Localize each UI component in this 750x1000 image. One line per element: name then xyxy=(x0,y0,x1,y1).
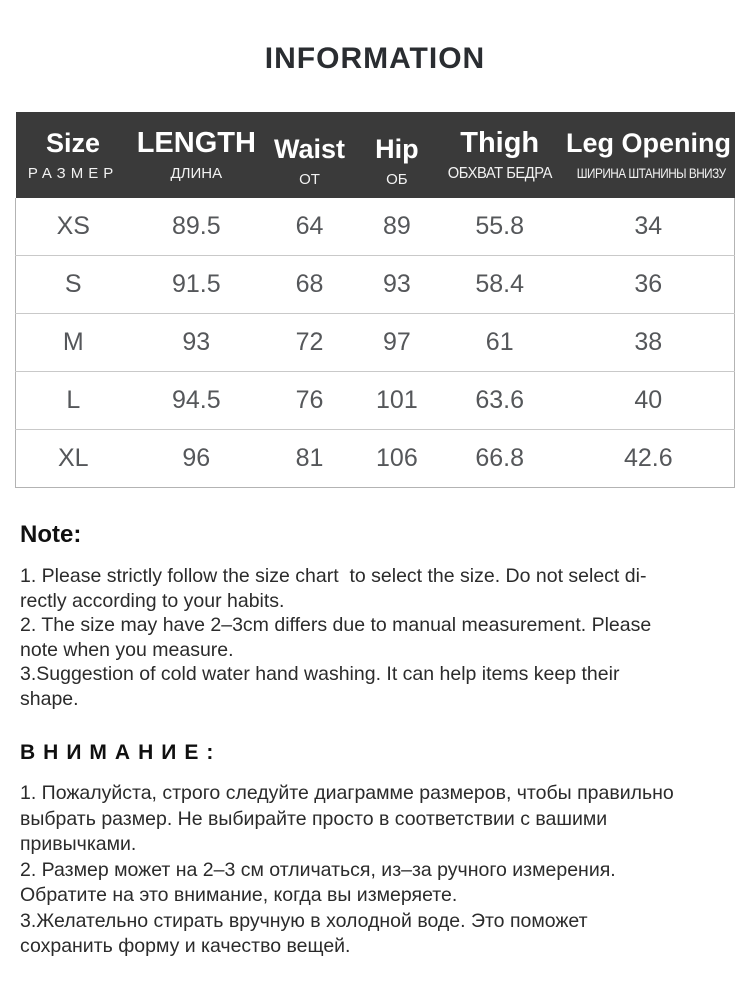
table-row-s xyxy=(16,256,735,314)
cell-leg-opening: 34 xyxy=(563,198,735,256)
attention-heading: ВНИМАНИЕ: xyxy=(20,741,222,764)
page-title: INFORMATION xyxy=(264,42,486,75)
attention-line: 1. Пожалуйста, строго следуйте диаграмме размеров, чтобы правильно xyxy=(20,782,674,804)
column-label-en: Leg Opening xyxy=(566,128,732,158)
column-label-ru: РАЗМЕР xyxy=(27,165,119,182)
note-line: 2. The size may have 2–3cm differs due to manual measurement. Please xyxy=(20,614,652,636)
cell-thigh: 66.8 xyxy=(437,430,563,488)
column-header-thigh xyxy=(437,112,563,198)
cell-waist: 76 xyxy=(262,372,357,430)
attention-line: сохранить форму и качество вещей. xyxy=(20,935,351,957)
size-chart-header xyxy=(16,112,735,198)
cell-leg-opening: 40 xyxy=(563,372,735,430)
cell-hip: 97 xyxy=(357,314,437,372)
column-header-size xyxy=(16,112,131,198)
cell-size: M xyxy=(16,314,131,372)
note-line: rectly according to your habits. xyxy=(20,589,285,612)
note-line: note when you measure. xyxy=(20,638,234,661)
cell-size: XS xyxy=(16,198,131,256)
column-header-length xyxy=(131,112,263,198)
column-label-ru: ДЛИНА xyxy=(170,165,223,182)
cell-waist: 64 xyxy=(262,198,357,256)
cell-waist: 72 xyxy=(262,314,357,372)
cell-leg-opening: 38 xyxy=(563,314,735,372)
cell-waist: 68 xyxy=(262,256,357,314)
cell-length: 91.5 xyxy=(131,256,263,314)
column-label-en: Waist xyxy=(274,134,346,164)
note-heading: Note: xyxy=(20,521,82,548)
note-line: shape. xyxy=(20,687,79,710)
table-row-l xyxy=(16,372,735,430)
column-label-ru: ШИРИНА ШТАНИНЫ ВНИЗУ xyxy=(576,165,726,181)
cell-hip: 89 xyxy=(357,198,437,256)
cell-waist: 81 xyxy=(262,430,357,488)
column-label-ru: ОБХВАТ БЕДРА xyxy=(447,165,552,182)
cell-hip: 101 xyxy=(357,372,437,430)
column-label-en: Hip xyxy=(375,134,419,164)
column-header-hip xyxy=(357,112,437,198)
attention-line: Обратите на это внимание, когда вы измеряете. xyxy=(20,884,458,906)
cell-thigh: 61 xyxy=(437,314,563,372)
attention-line: выбрать размер. Не выбирайте просто в соответствии с вашими xyxy=(20,807,608,830)
table-row-xs xyxy=(16,198,735,256)
column-label-ru: ОБ xyxy=(386,171,408,188)
cell-thigh: 58.4 xyxy=(437,256,563,314)
column-header-waist xyxy=(262,112,357,198)
cell-thigh: 63.6 xyxy=(437,372,563,430)
note-line: 1. Please strictly follow the size chart to select the size. Do not select di- xyxy=(20,565,647,587)
cell-leg-opening: 36 xyxy=(563,256,735,314)
note-line: 3.Suggestion of cold water hand washing. It can help items keep their xyxy=(20,663,620,685)
column-header-leg-opening xyxy=(563,112,735,198)
cell-size: S xyxy=(16,256,131,314)
cell-size: XL xyxy=(16,430,131,488)
cell-hip: 106 xyxy=(357,430,437,488)
cell-length: 93 xyxy=(131,314,263,372)
cell-size: L xyxy=(16,372,131,430)
note-section xyxy=(20,521,728,960)
column-label-en: Size xyxy=(46,128,101,158)
attention-text xyxy=(20,781,728,960)
column-label-ru: ОТ xyxy=(299,171,320,188)
column-label-en: Thigh xyxy=(460,127,540,159)
table-row-m xyxy=(16,314,735,372)
cell-length: 89.5 xyxy=(131,198,263,256)
cell-leg-opening: 42.6 xyxy=(563,430,735,488)
attention-line: 3.Желательно стирать вручную в холодной воде. Это поможет xyxy=(20,909,588,932)
table-row-xl xyxy=(16,430,735,488)
cell-length: 94.5 xyxy=(131,372,263,430)
cell-hip: 93 xyxy=(357,256,437,314)
attention-line: 2. Размер может на 2–3 см отличаться, из–за ручного измерения. xyxy=(20,858,616,881)
note-text xyxy=(20,564,728,711)
attention-line: привычками. xyxy=(20,833,137,855)
cell-thigh: 55.8 xyxy=(437,198,563,256)
size-chart-table xyxy=(15,112,735,488)
cell-length: 96 xyxy=(131,430,263,488)
column-label-en: LENGTH xyxy=(136,127,256,159)
